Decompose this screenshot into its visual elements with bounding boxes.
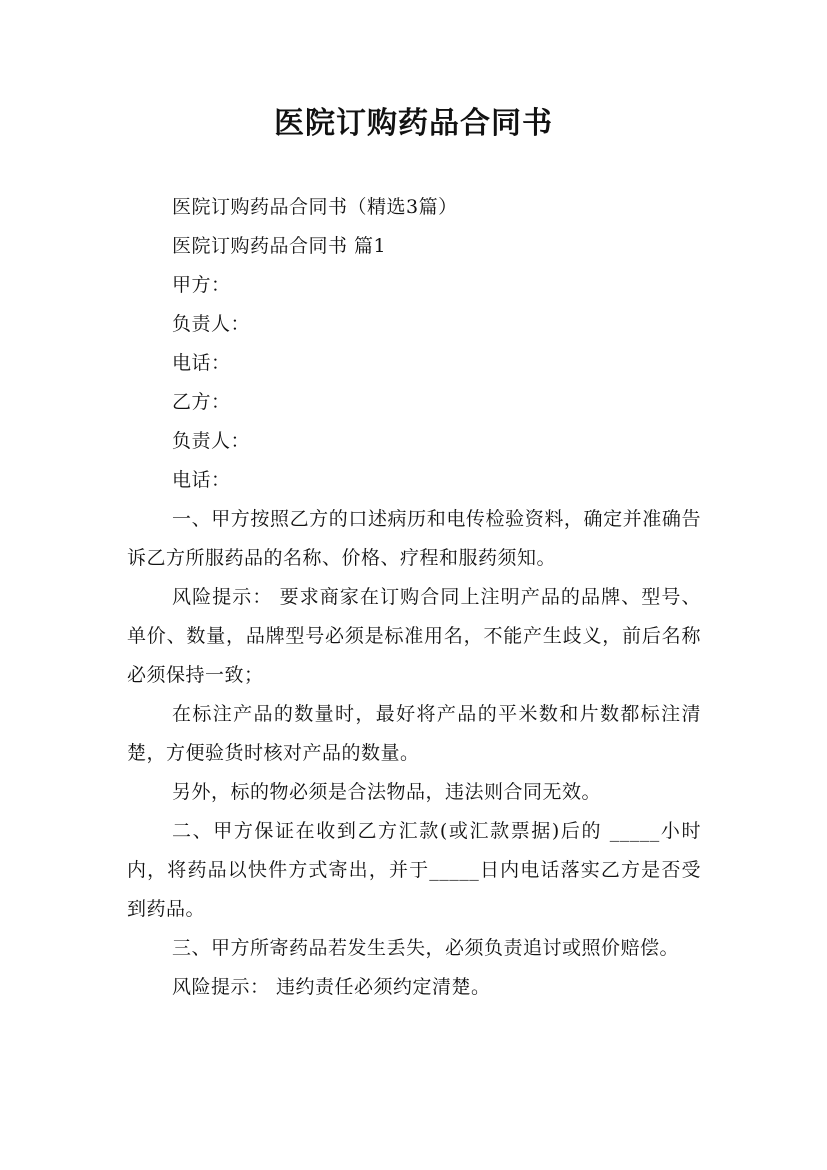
paragraph: 在标注产品的数量时，最好将产品的平米数和片数都标注清楚，方便验货时核对产品的数量。: [127, 703, 701, 764]
paragraph: 医院订购药品合同书（精选3篇）: [172, 196, 458, 218]
paragraph: 二、甲方保证在收到乙方汇款(或汇款票据)后的 _____小时内，将药品以快件方式寄出，并于_____日内电话落实乙方是否受到药品。: [127, 820, 701, 920]
paragraph: 电话：: [172, 352, 231, 374]
paragraph: 电话：: [172, 469, 231, 491]
paragraph: 三、甲方所寄药品若发生丢失，必须负责追讨或照价赔偿。: [172, 937, 680, 959]
paragraph: 乙方：: [172, 391, 231, 413]
paragraph: 风险提示： 要求商家在订购合同上注明产品的品牌、型号、单价、数量，品牌型号必须是标准用名，不能产生歧义，前后名称必须保持一致；: [127, 586, 701, 686]
paragraph: 甲方：: [172, 274, 231, 296]
document-body: [127, 188, 701, 1007]
paragraph: 风险提示： 违约责任必须约定清楚。: [172, 976, 491, 998]
paragraph: 医院订购药品合同书 篇1: [172, 235, 387, 257]
document-title: 医院订购药品合同书: [274, 106, 553, 141]
paragraph: 另外，标的物必须是合法物品，违法则合同无效。: [172, 781, 602, 803]
paragraph: 负责人：: [172, 430, 251, 452]
paragraph: 一、甲方按照乙方的口述病历和电传检验资料，确定并准确告诉乙方所服药品的名称、价格、疗程和服药须知。: [127, 508, 701, 569]
paragraph: 负责人：: [172, 313, 251, 335]
